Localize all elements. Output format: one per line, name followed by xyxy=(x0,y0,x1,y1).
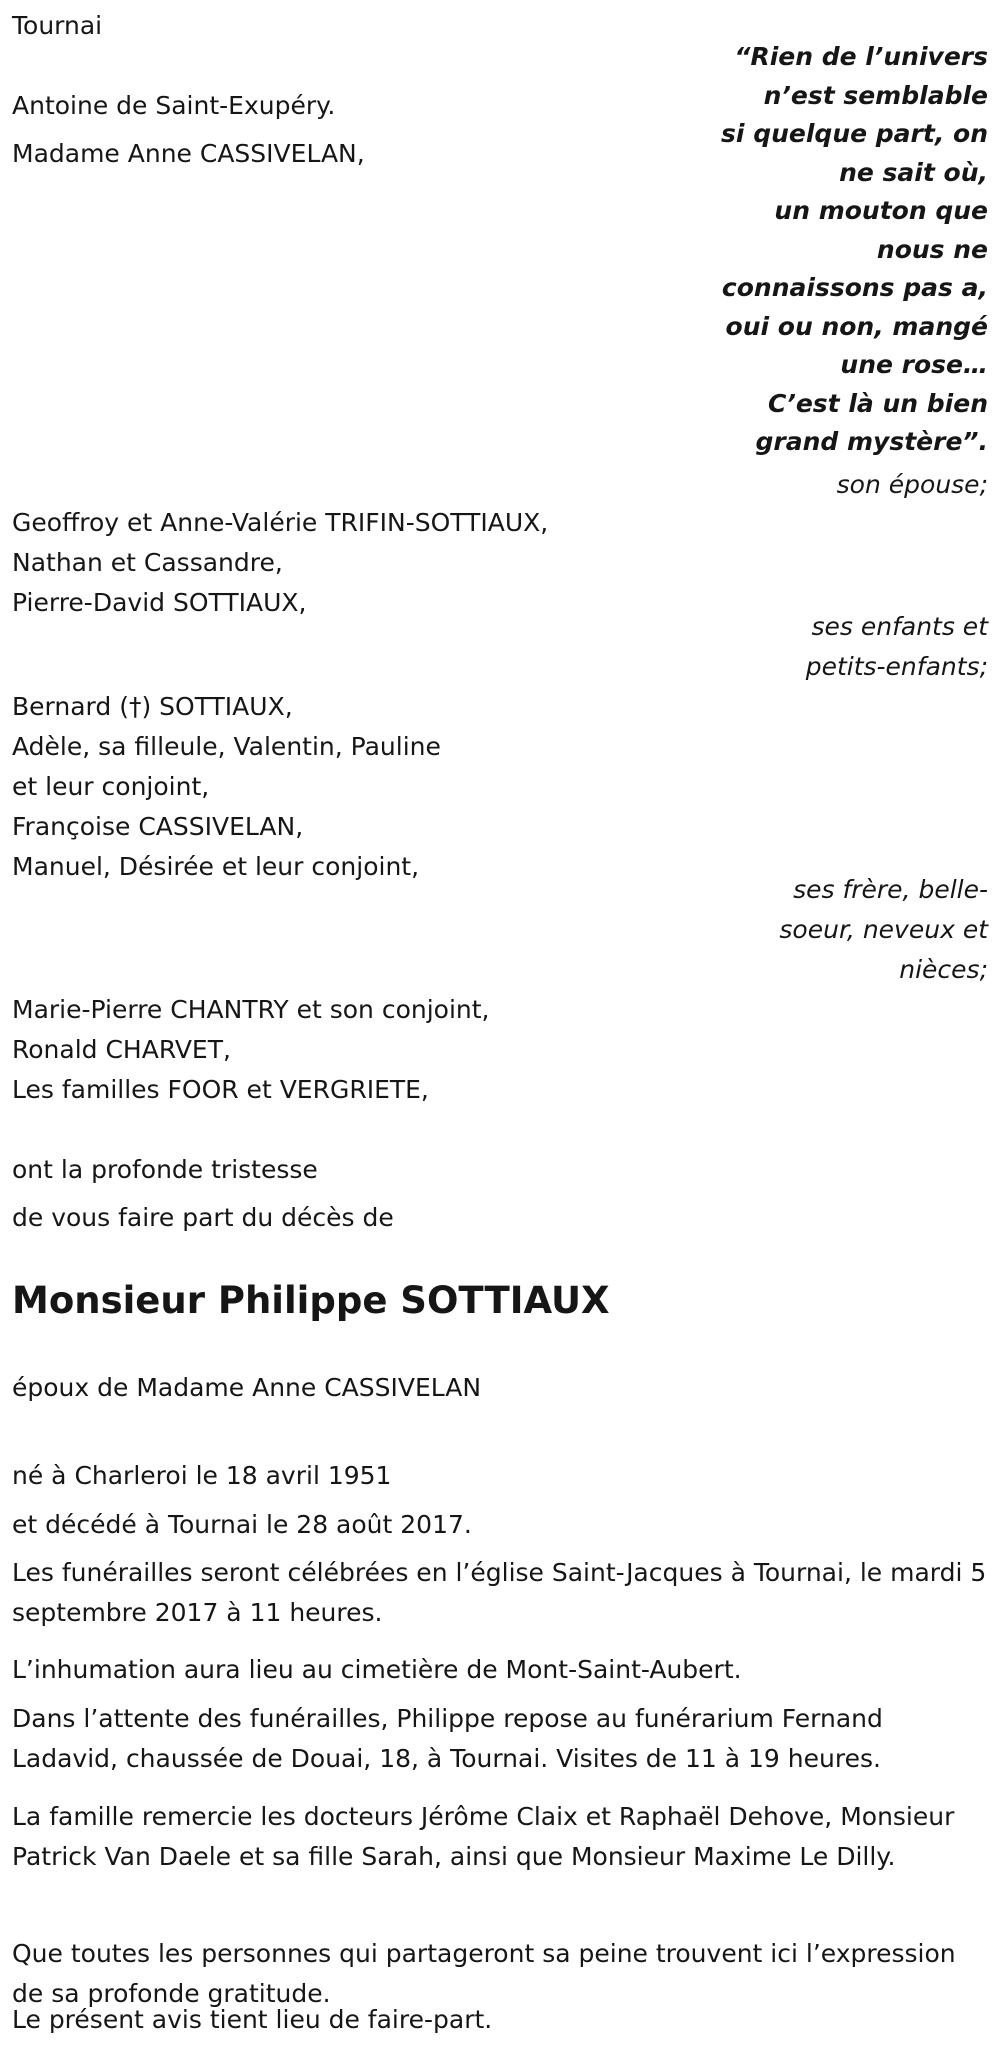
birth-line: né à Charleroi le 18 avril 1951 xyxy=(12,1461,392,1490)
death-line: et décédé à Tournai le 28 août 2017. xyxy=(12,1510,472,1539)
gratitude-paragraph: Que toutes les personnes qui partageront sa peine trouvent ici l’expression de sa profonde gratitude. xyxy=(12,1939,956,2008)
quote-line: si quelque part, on xyxy=(721,119,988,148)
quote-line: n’est semblable xyxy=(763,80,988,110)
family-member: Manuel, Désirée et leur conjoint, xyxy=(12,852,420,881)
spouse-line: époux de Madame Anne CASSIVELAN xyxy=(12,1373,482,1402)
city-heading: Tournai xyxy=(12,11,103,40)
role-line: petits-enfants; xyxy=(805,652,988,681)
siblings-block xyxy=(12,687,441,887)
family-member: Bernard (†) SOTTIAUX, xyxy=(12,692,293,721)
siblings-role xyxy=(779,870,988,990)
quote-line: connaissons pas a, xyxy=(721,273,988,302)
thanks-paragraph: La famille remercie les docteurs Jérôme Claix et Raphaël Dehove, Monsieur Patrick Van Daele et sa fille Sarah, ainsi que Monsieur Maxime Le Dilly. xyxy=(12,1802,955,1871)
family-member: et leur conjoint, xyxy=(12,772,210,801)
family-member: Pierre-David SOTTIAUX, xyxy=(12,588,307,617)
family-member: Geoffroy et Anne-Valérie TRIFIN-SOTTIAUX, xyxy=(12,508,549,537)
quote-author: Antoine de Saint-Exupéry. xyxy=(12,91,336,120)
role-line: soeur, neveux et xyxy=(779,915,988,944)
role-line: ses enfants et xyxy=(811,612,988,641)
children-block xyxy=(12,503,548,623)
family-member: Marie-Pierre CHANTRY et son conjoint, xyxy=(12,995,490,1024)
funerarium-paragraph: Dans l’attente des funérailles, Philippe repose au funérarium Fernand Ladavid, chaussée de Douai, 18, à Tournai. Visites de 11 à 19 heures. xyxy=(12,1704,883,1773)
family-member: Les familles FOOR et VERGRIETE, xyxy=(12,1075,429,1104)
quote-line: grand mystère”. xyxy=(755,427,988,456)
family-member: Françoise CASSIVELAN, xyxy=(12,812,304,841)
quote-line: une rose… xyxy=(840,350,988,379)
deceased-name: Monsieur Philippe SOTTIAUX xyxy=(12,1279,610,1322)
role-line: nièces; xyxy=(899,955,988,984)
notice-paragraph: Le présent avis tient lieu de faire-part. xyxy=(12,2005,493,2034)
wife-role: son épouse; xyxy=(836,470,988,499)
burial-paragraph: L’inhumation aura lieu au cimetière de Mont-Saint-Aubert. xyxy=(12,1655,742,1684)
quote-line: oui ou non, mangé xyxy=(725,311,988,341)
announcement-line-1: ont la profonde tristesse xyxy=(12,1155,318,1184)
quote-line: “Rien de l’univers xyxy=(734,42,988,71)
quote-line: C’est là un bien xyxy=(768,388,988,418)
family-member: Nathan et Cassandre, xyxy=(12,548,283,577)
funeral-paragraph: Les funérailles seront célébrées en l’église Saint-Jacques à Tournai, le mardi 5 septembre 2017 à 11 heures. xyxy=(12,1558,987,1627)
quote-line: ne sait où, xyxy=(839,157,988,187)
wife-name: Madame Anne CASSIVELAN, xyxy=(12,139,365,168)
family-member: Ronald CHARVET, xyxy=(12,1035,231,1064)
announcement-line-2: de vous faire part du décès de xyxy=(12,1203,394,1232)
family-member: Adèle, sa filleule, Valentin, Pauline xyxy=(12,732,441,761)
role-line: ses frère, belle- xyxy=(793,875,988,904)
children-role xyxy=(806,607,988,687)
quote-line: un mouton que xyxy=(774,196,988,225)
epigraph-quote xyxy=(721,38,988,462)
others-block xyxy=(12,990,490,1110)
quote-line: nous ne xyxy=(876,234,988,264)
